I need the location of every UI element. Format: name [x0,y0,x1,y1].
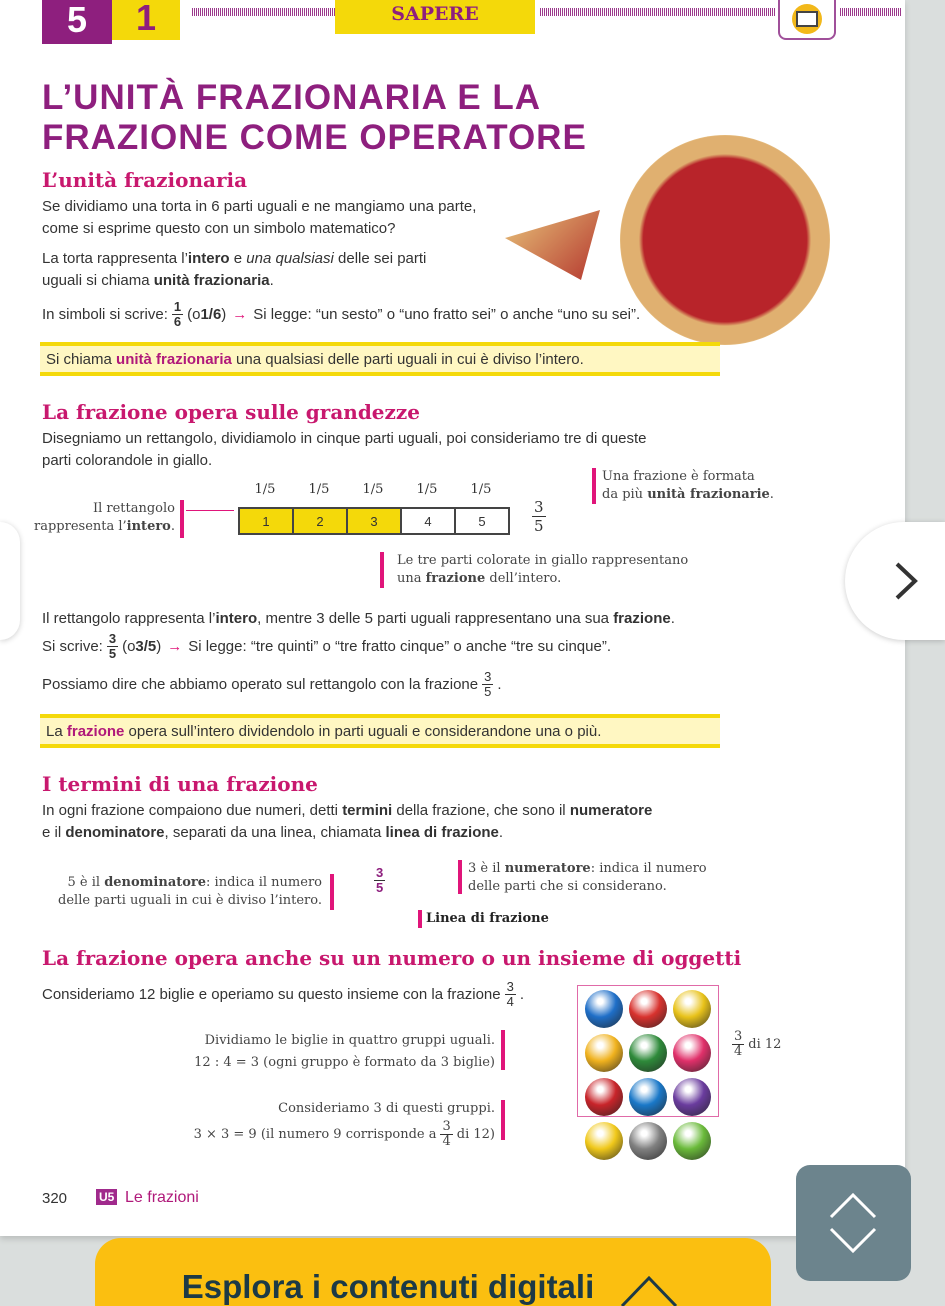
title-line: L’UNITÀ FRAZIONARIA E LA [42,78,542,117]
paragraph [42,196,476,240]
marble [585,1078,623,1116]
marble [673,990,711,1028]
marbles-grid [585,990,715,1160]
marble [585,990,623,1028]
unit-badge: U5 [96,1189,117,1205]
chevron-up-down-icon [796,1165,911,1281]
chevron-up-icon [614,1268,684,1306]
note-bar [380,552,384,588]
note-bar [458,860,462,894]
symbol-line: Si scrive: $\frac{3}{5}$ (o 3/5 ) → Si legge: “tre quinti” o “tre fratto cinque” o anche “tre su cinque”. [42,631,611,661]
symbol-line: In simboli si scrive: $\frac{1}{6}$ (o 1/6 ) → Si legge: “un sesto” o “uno fratto sei” o anche “uno su sei”. [42,299,641,329]
unit-title: Le frazioni [125,1189,199,1206]
selection-note: Consideriamo 3 di questi gruppi. 3 × 3 = 9 (il numero 9 corrisponde a $\frac{3}{4}$ di 12) [193,1101,495,1149]
chapter-number: 5 [66,0,88,40]
scroll-toggle-button[interactable] [796,1165,911,1281]
result-label: $\frac{3}{4}$ di 12 [734,1029,782,1059]
rectangle-part: 4 [401,508,455,534]
fraction: $\frac{3}{5}$ [376,865,384,895]
text-line: Se dividiamo una torta in 6 parti uguali e ne mangiamo una parte, [42,198,477,215]
note-unita: Una frazione è formata da più unità frazionarie. [602,469,774,502]
definition-box: Si chiama unità frazionaria una qualsiasi delle parti uguali in cui è diviso l’intero. [40,342,720,376]
previous-page-button[interactable] [0,522,20,640]
marble [673,1122,711,1160]
unit-label: 1/5 [308,482,330,497]
arrow-icon [186,510,234,511]
unit-label: 1/5 [470,482,492,497]
note-frazione: Le tre parti colorate in giallo rappresentano una frazione dell’intero. [397,553,689,586]
section-badge [112,0,180,40]
unit-label: 1/5 [254,482,276,497]
page-number: 320 [42,1190,68,1207]
fraction-line-label: Linea di frazione [426,911,549,926]
chapter-badge [42,0,112,44]
paragraph: Disegniamo un rettangolo, dividiamolo in cinque parti uguali, poi consideriamo tre di queste parti colorandole in giallo. [42,430,647,469]
section-heading: La frazione opera anche su un numero o un insieme di oggetti [42,946,742,970]
arrow-icon: → [167,637,183,655]
pie-slice-image [505,210,600,280]
text-line: come si esprime questo con un simbolo matematico? [42,220,396,237]
explore-digital-button[interactable] [95,1238,771,1306]
note-bar [418,910,422,928]
groups-note: Dividiamo le biglie in quattro gruppi uguali. 12 : 4 = 3 (ogni gruppo è formato da 3 biglie) [194,1033,495,1070]
fraction-rectangle [238,507,510,535]
marble [673,1078,711,1116]
section-number: 1 [135,0,157,38]
marble [629,990,667,1028]
note-intero: Il rettangolo rappresenta l’intero. [34,501,175,534]
archive-box-icon[interactable] [778,0,836,40]
page-title [42,78,587,158]
explore-label: Esplora i contenuti digitali [181,1268,595,1305]
note-bar [501,1030,505,1070]
unit-label: 1/5 [416,482,438,497]
pie-image [620,135,830,345]
paragraph: Consideriamo 12 biglie e operiamo su questo insieme con la frazione $\frac{3}{4}$ . [42,979,524,1009]
note-bar [592,468,596,504]
rectangle-part: 1 [239,508,293,534]
definition-box: La frazione opera sull’intero dividendolo in parti uguali e considerandone una o più. [40,714,720,748]
fraction: $\frac{1}{6}$ [173,299,182,329]
section-heading: I termini di una frazione [42,772,318,796]
paragraph: In ogni frazione compaiono due numeri, detti termini della frazione, che sono il numeratore e il denominatore, separati da una linea, chiamata linea di frazione. [42,802,653,841]
marble [629,1034,667,1072]
note-bar [501,1100,505,1140]
marble [673,1034,711,1072]
marble [585,1122,623,1160]
paragraph: La torta rappresenta l’intero e una qualsiasi delle sei parti uguali si chiama unità frazionaria. [42,250,427,289]
note-bar [330,874,334,910]
paragraph: Il rettangolo rappresenta l’intero, mentre 3 delle 5 parti uguali rappresentano una sua frazione. [42,610,675,627]
chevron-right-icon [887,556,927,606]
title-line: FRAZIONE COME OPERATORE [42,118,587,157]
fraction: $\frac{3}{5}$ [534,498,544,535]
header-rule [192,8,335,16]
marble [629,1122,667,1160]
section-heading: L’unità frazionaria [42,168,248,192]
denominator-note: 5 è il denominatore: indica il numero delle parti uguali in cui è diviso l’intero. [58,875,322,908]
rectangle-part: 2 [293,508,347,534]
rectangle-part: 3 [347,508,401,534]
numerator-note: 3 è il numeratore: indica il numero delle parti che si considerano. [468,861,707,894]
header-rule [540,8,775,16]
paragraph: Possiamo dire che abbiamo operato sul rettangolo con la frazione $\frac{3}{5}$ . [42,669,502,699]
marble [585,1034,623,1072]
note-bar [180,500,184,538]
unit-labels [238,482,508,497]
marble [629,1078,667,1116]
sapere-label: SAPERE [335,0,535,34]
arrow-icon: → [232,305,248,323]
rectangle-part: 5 [455,508,509,534]
section-heading: La frazione opera sulle grandezze [42,400,420,424]
header-rule [840,8,902,16]
unit-label: 1/5 [362,482,384,497]
